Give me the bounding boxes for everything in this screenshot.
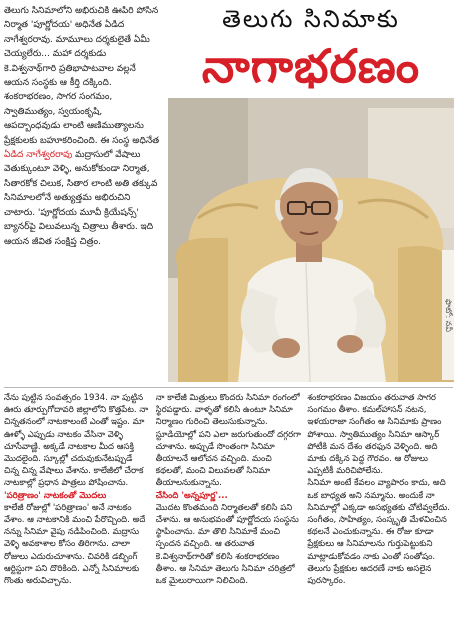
headline [168,4,454,92]
body-column-2 [156,392,302,636]
headline-line-2: నాగాభరణం [201,39,421,93]
col2-paragraph-2: మొదట కొంతమంది నిర్మాతలతో కలిసి పని చేశాను. ఆ అనుభవంతో పూర్ణోదయ సంస్థను స్థాపించాను. మా తొలి సినిమాకే మంచి స్పందన వచ్చింది. ఆ తరువాత కె.విశ్వనాథ్‌గారితో కలిసి శంకరాభరణం తీశాం. ఆ సినిమా తెలుగు సినిమా చరిత్రలో ఒక మైలురాయిగా నిలిచింది. [155,502,299,587]
intro-paragraph-2 [4,90,160,248]
col3-paragraph-1: శంకరాభరణం విజయం తరువాత సాగర సంగమం తీశాం. కమల్‌హాసన్ నటన, ఇళయరాజా సంగీతం ఆ సినిమాకు ప్రాణం పోశాయి. స్వాతిముత్యం సినిమా ఆస్కార్ పోటీకి మన దేశం తరఫున వెళ్ళింది. అది మాకు దక్కిన పెద్ద గౌరవం. ఆ రోజులు ఎప్పటికీ మరిచిపోలేను. [307,393,442,477]
col1-paragraph-2: కాలేజీ రోజుల్లో 'పరిత్రాణం' అనే నాటకం వేశాం. ఆ నాటకానికి మంచి పేరొచ్చింది. అదే నన్ను సినిమా వైపు నడిపించింది. మద్రాసు వెళ్ళి అవకాశాల కోసం తిరిగాను. చాలా రోజులు ఎదురుచూశాను. చివరికి డబ్బింగ్ ఆర్టిస్టుగా పని దొరికింది. ఎన్నో సినిమాలకు గొంతు అరువిచ్చాను. [4,502,146,587]
intro-text-3: మద్రాసులో వేషాలు వెతుక్కుంటూ వెళ్ళి, అనుకోకుండా నిర్మాత, సితారకోక చిలుక, సితార లాంటి అతి తక్కువ సినిమాలలోనే అత్యుత్తమ అభిరుచిని చాటారు. 'పూర్ణోదయ మూవీ క్రియేషన్స్' బ్యానర్‌పై విలువలున్న చిత్రాలు తీశారు. ఇది ఆయన జీవిత సంక్షిప్త చిత్రం. [4,150,158,247]
section-divider [4,387,453,388]
intro-paragraph-1: తెలుగు సినిమాలోని అభిరుచికి ఊపిరి పోసిన నిర్మాత 'పూర్ణోదయ' అధినేత ఏడిద నాగేశ్వరరావు. మామూలు దర్శకులైతే ఏమీ చెయ్యలేరు... మహా దర్శకుడు కె.విశ్వనాథ్‌గారి ప్రతిభాపాటవాల వల్లనే ఆయన సంస్థకు ఆ కీర్తి దక్కింది. [4,6,159,89]
photo-credit: ఫొటో: నవీ [442,250,454,380]
body-column-3 [307,392,453,636]
body-columns [4,392,453,636]
intro-text-2: శంకరాభరణం, సాగర సంగమం, స్వాతిముత్యం, స్వయంకృషి, ఆపద్బాంధవుడు లాంటి ఆణిముత్యాలను ప్రేక్షకులకు బహూకరించింది. ఈ సంస్థ అధినేత [4,92,160,146]
col3-paragraph-2: సినిమా అంటే కేవలం వ్యాపారం కాదు, అది ఒక బాధ్యత అని నమ్మాను. అందుకే నా సినిమాల్లో ఎక్కడా అసభ్యతకు చోటివ్వలేదు. సంగీతం, సాహిత్యం, సంస్కృతి మేళవించిన కథలనే ఎంచుకున్నాను. ఈ రోజు కూడా ప్రేక్షకులు ఆ సినిమాలను గుర్తుపెట్టుకుని మాట్లాడుకోవడం నాకు ఎంతో సంతోషం. తెలుగు ప్రేక్షకుల ఆదరణే నాకు అసలైన పురస్కారం. [307,478,451,587]
body-column-1 [4,392,150,636]
highlighted-name: ఏడిద నాగేశ్వరరావు [4,150,73,161]
headline-line-1: తెలుగు సినిమాకు [222,5,400,33]
col2-subheading: చేసింది 'అన్నపూర్ణ'... [155,490,228,501]
photo-illustration [168,98,454,382]
intro-column [4,4,160,382]
col1-subheading: 'పరిత్రాణం' నాటకంతో మొదలు [4,490,107,501]
portrait-photo [168,98,454,382]
col2-paragraph-1: నా కాలేజీ మిత్రులు కొందరు సినిమా రంగంలో స్థిరపడ్డారు. వాళ్ళతో కలిసి ఉంటూ సినిమా నిర్మాణం గురించి తెలుసుకున్నాను. స్టూడియోల్లో పని ఎలా జరుగుతుందో దగ్గరగా చూశాను. అప్పుడే సొంతంగా సినిమా తీయాలనే ఆలోచన వచ్చింది. మంచి కథలతో, మంచి విలువలతో సినిమా తీయాలనుకున్నాను. [155,393,301,489]
col1-paragraph-1: నేను పుట్టిన సంవత్సరం 1934. నా పుట్టిన ఊరు తూర్పుగోదావరి జిల్లాలోని కొత్తపేట. నా చిన్నతనంలో నాటకాలంటే ఎంతో ఇష్టం. మా ఊళ్ళో ఎప్పుడు నాటకం వేసినా వెళ్ళి చూసేవాణ్ణి. అక్కడే నాటకాల మీద ఆసక్తి మొదలైంది. స్కూల్లో చదువుకునేటప్పుడే చిన్న చిన్న వేషాలు వేశాను. కాలేజీలో చేరాక నాటకాల్లో ప్రధాన పాత్రలు పోషించాను. [4,393,149,489]
